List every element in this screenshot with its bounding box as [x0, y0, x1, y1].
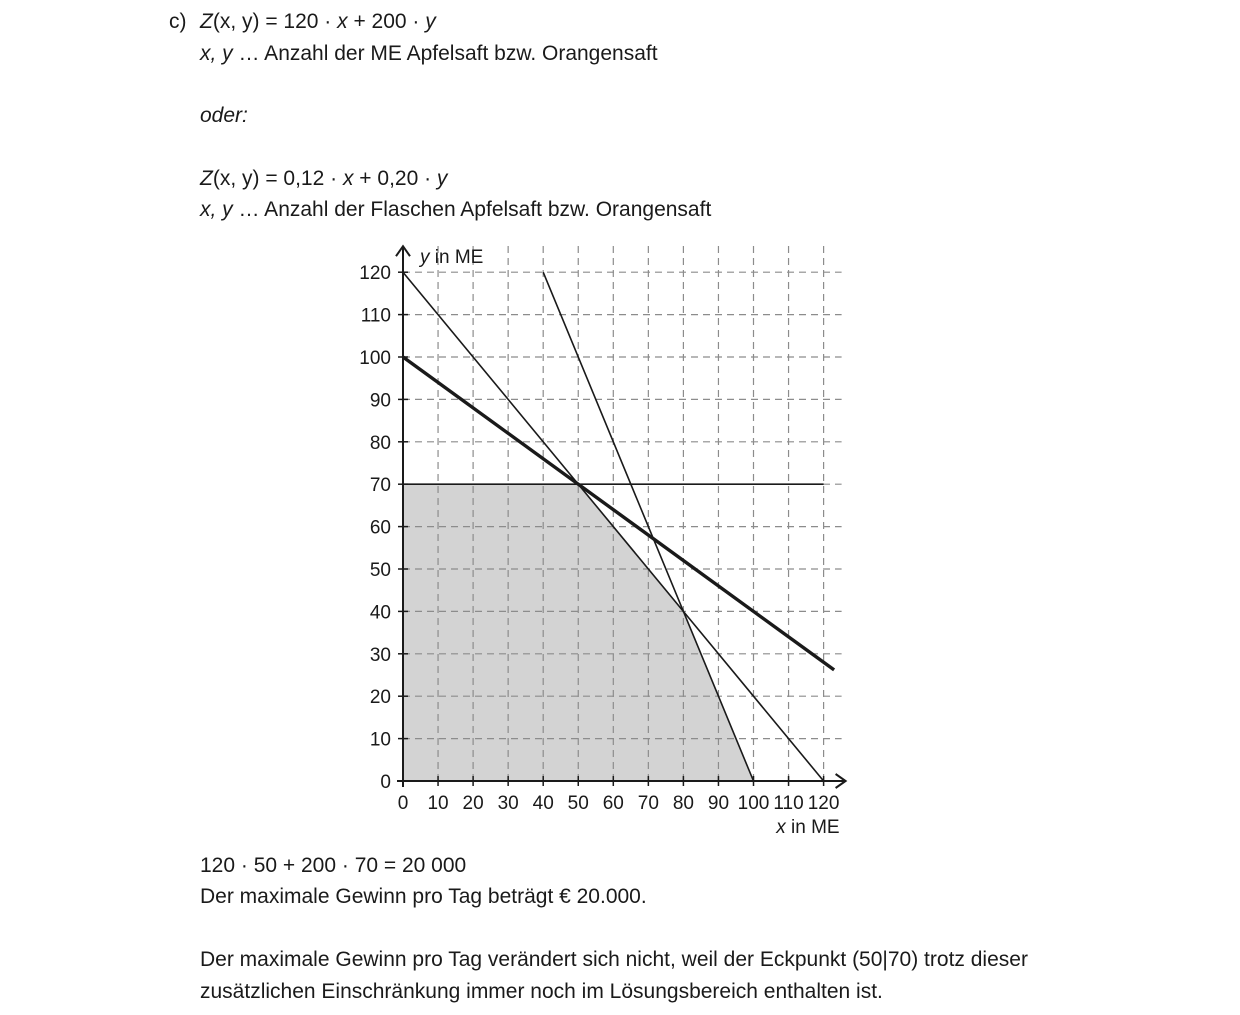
conclusion-line-2: zusätzlichen Einschränkung immer noch im Lösungsbereich enthalten ist.	[200, 980, 883, 1003]
coef-y: + 0,20 ·	[353, 167, 437, 190]
y-tick-label: 110	[360, 305, 391, 327]
y-tick-label: 60	[369, 517, 391, 539]
x-axis-label: x in ME	[776, 817, 840, 838]
y-tick-label: 40	[369, 602, 391, 624]
y-tick-label: 90	[369, 390, 391, 412]
coef-x: = 0,12 ·	[259, 167, 343, 190]
conclusion-line-1: Der maximale Gewinn pro Tag verändert sich nicht, weil der Eckpunkt (50|70) trotz dieser	[200, 948, 1028, 971]
x-tick-label: 40	[532, 793, 554, 814]
y-tick-label: 70	[369, 475, 391, 497]
x-tick-label: 20	[462, 793, 484, 814]
x-tick-label: 50	[567, 793, 589, 814]
x-tick-label: 110	[773, 793, 804, 814]
coef-x: = 120 ·	[259, 10, 338, 33]
y-tick-label: 120	[359, 263, 391, 285]
x-tick-label: 60	[602, 793, 624, 814]
x-tick-label: 100	[737, 793, 770, 814]
coef-y: + 200 ·	[347, 10, 426, 33]
x-tick-label: 10	[427, 793, 449, 814]
function-name: Z	[200, 167, 213, 190]
part-label: c)	[169, 10, 187, 33]
y-tick-label: 10	[369, 729, 391, 751]
function-args: (x, y)	[212, 167, 260, 190]
function-args: (x, y)	[212, 10, 260, 33]
description-text: … Anzahl der ME Apfelsaft bzw. Orangensaft	[232, 42, 658, 65]
description-text: … Anzahl der Flaschen Apfelsaft bzw. Orangensaft	[232, 198, 712, 221]
y-tick-label: 20	[369, 687, 391, 709]
var-y: y	[436, 167, 448, 190]
y-tick-label: 80	[369, 432, 391, 454]
x-tick-label: 80	[672, 793, 694, 814]
y-tick-label: 50	[369, 560, 391, 581]
y-tick-label: 0	[380, 772, 391, 793]
y-axis-label: y in ME	[420, 247, 484, 269]
x-tick-label: 90	[707, 793, 730, 814]
y-tick-label: 100	[359, 348, 391, 369]
calculation: 120 · 50 + 200 · 70 = 20 000	[200, 854, 467, 877]
function-name: Z	[200, 10, 213, 33]
var-y: y	[425, 10, 436, 33]
var-x: x	[337, 10, 348, 33]
x-tick-label: 0	[397, 793, 409, 814]
x-tick-label: 70	[637, 793, 659, 814]
vars: x, y	[200, 42, 233, 65]
var-x: x	[342, 167, 354, 190]
y-tick-label: 30	[369, 644, 391, 666]
oder-label: oder:	[200, 104, 248, 127]
result-statement: Der maximale Gewinn pro Tag beträgt € 20.000.	[200, 885, 647, 908]
x-tick-label: 30	[497, 793, 519, 814]
vars: x, y	[200, 198, 233, 221]
x-tick-label: 120	[807, 793, 840, 814]
